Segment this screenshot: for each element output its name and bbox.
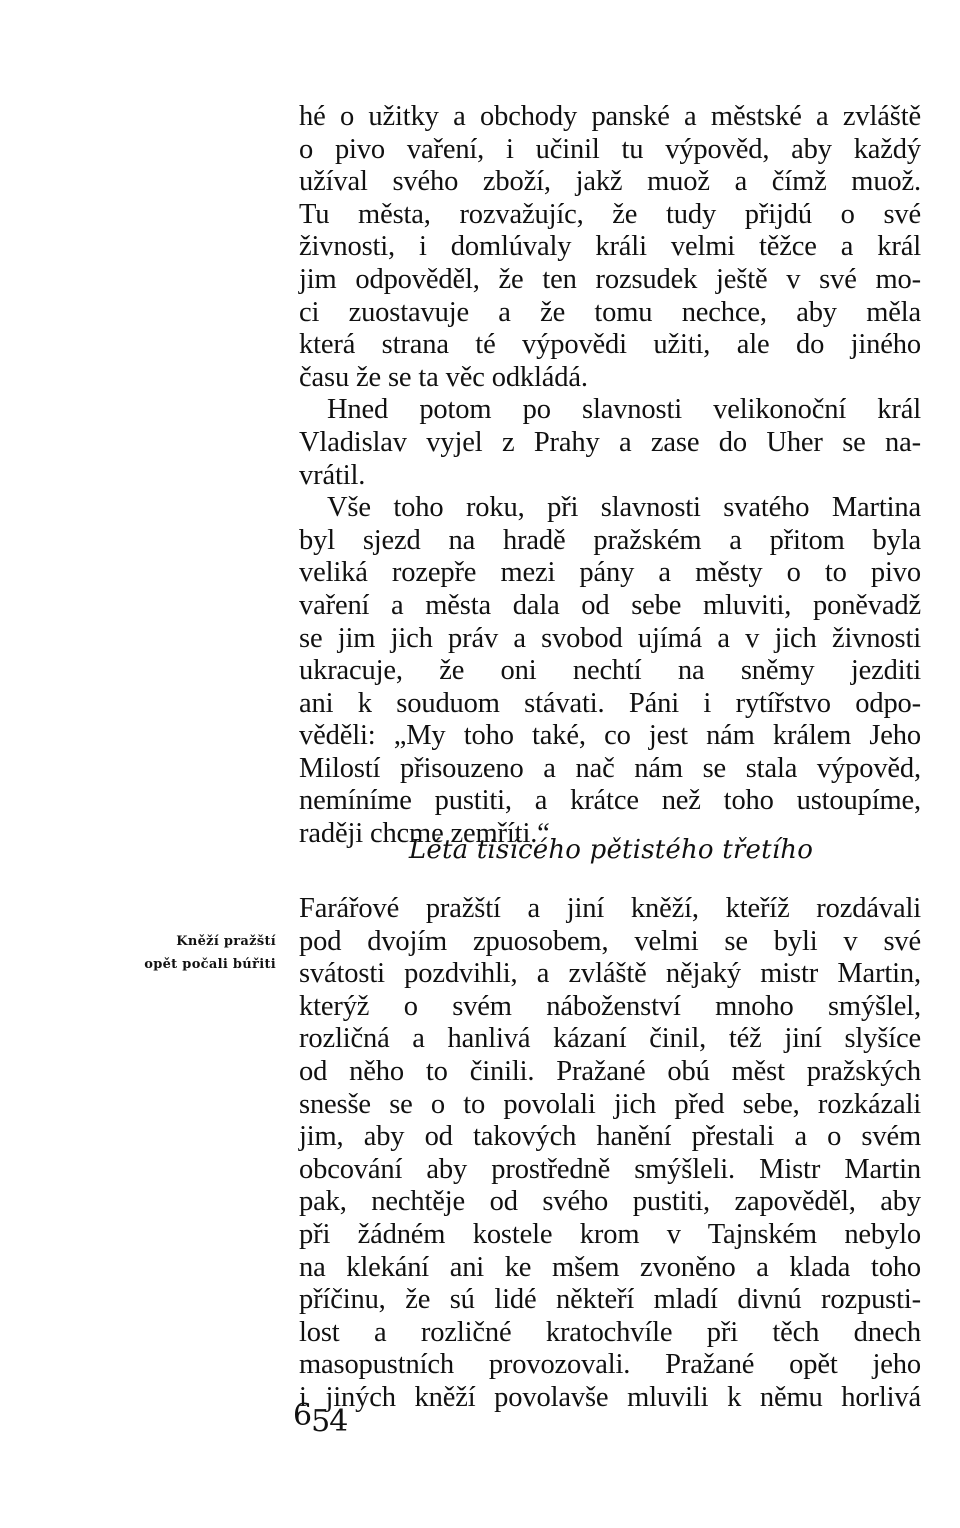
- text-line: vrátil.: [299, 459, 366, 491]
- text-line: vaření a města dala od sebe mluviti, poněvadž: [299, 589, 921, 621]
- text-line: jim odpověděl, že ten rozsudek ještě v své mo-: [299, 263, 921, 295]
- text-line: na klekání ani ke mšem zvoněno a klada toho: [299, 1251, 921, 1283]
- text-line: pod dvojím zpuosobem, velmi se byli v své: [299, 925, 921, 957]
- text-line: svátosti pozdvihli, a zvláště nějaký mistr Martin,: [299, 958, 921, 990]
- text-line: masopustních provozovali. Pražané opět jeho: [299, 1349, 921, 1381]
- text-line: pak, nechtěje od svého pustiti, zapověděl, aby: [299, 1186, 921, 1218]
- text-line: obcování aby prostředně smýšleli. Mistr Martin: [299, 1153, 921, 1185]
- text-line: při žádném kostele krom v Tajnském nebylo: [299, 1218, 921, 1250]
- text-line: byl sjezd na hradě pražském a přitom byla: [299, 524, 921, 556]
- marginal-note-line: opět počali búřiti: [144, 957, 276, 972]
- text-line: Vladislav vyjel z Prahy a zase do Uher se na-: [299, 426, 921, 458]
- text-line: o pivo vaření, i učinil tu výpověd, aby každý: [299, 133, 921, 165]
- text-line: rozličná a hanlivá kázaní činil, též jiní slyšíce: [299, 1023, 921, 1055]
- text-line: hé o užitky a obchody panské a městské a zvláště: [299, 101, 921, 132]
- chapter-heading: Léta tisícého pětistého třetího: [408, 835, 814, 865]
- text-block-upper: [299, 101, 921, 851]
- page-number-digit: 6: [293, 1398, 312, 1433]
- text-line: příčinu, že sú lidé někteří mladí divnú rozpusti-: [299, 1284, 921, 1316]
- page-number-digit: 5: [311, 1404, 330, 1439]
- text-line: Tu města, rozvažujíc, že tudy přijdú o své: [299, 198, 921, 230]
- marginal-note-line: Kněží pražští: [176, 934, 276, 949]
- text-line: i jiných kněží povolavše mluvili k němu horlivá: [299, 1381, 921, 1413]
- marginal-note: [144, 930, 276, 976]
- paragraph-start-line: Hned potom po slavnosti velikonoční král: [327, 394, 921, 426]
- page-number-digit: 4: [329, 1404, 348, 1439]
- text-line: Milostí přisouzeno a nač nám se stala výpověd,: [299, 752, 921, 784]
- text-line: která strana té výpovědi užiti, ale do jiného: [299, 329, 921, 361]
- text-line: Farářové pražští a jiní kněží, kteříž rozdávali: [299, 893, 921, 924]
- text-line: od něho to činili. Pražané obú měst pražských: [299, 1055, 921, 1087]
- paragraph-start-line: Vše toho roku, při slavnosti svatého Martina: [327, 492, 921, 524]
- text-line: ukracuje, že oni nechtí na sněmy jezditi: [299, 655, 921, 687]
- text-line: kterýž o svém náboženství mnoho smýšlel,: [299, 990, 921, 1022]
- page-number: [293, 1398, 348, 1439]
- text-line: ci zuostavuje a že tomu nechce, aby měla: [299, 296, 921, 328]
- text-line: snesše se o to povolali jich před sebe, rozkázali: [299, 1088, 921, 1120]
- text-line: věděli: „My toho také, co jest nám králem Jeho: [299, 720, 921, 752]
- text-line: veliká rozepře mezi pány a městy o to pivo: [299, 557, 921, 589]
- text-line: času že se ta věc odkládá.: [299, 361, 588, 393]
- text-line: ani k souduom stávati. Páni i rytířstvo odpo-: [299, 687, 921, 719]
- text-line: živnosti, i domlúvaly králi velmi těžce a král: [299, 231, 921, 263]
- text-line: jim, aby od takových hanění přestali a o svém: [299, 1121, 921, 1153]
- text-line: se jim jich práv a svobod ujímá a v jich živnosti: [299, 622, 921, 654]
- text-line: nemíníme pustiti, a krátce než toho ustoupíme,: [299, 785, 921, 817]
- text-line: lost a rozličné kratochvíle při těch dnech: [299, 1316, 921, 1348]
- text-line: raději chcme zemříti.“: [299, 818, 550, 850]
- text-line: užíval svého zboží, jakž muož a čímž muož.: [299, 166, 921, 198]
- text-block-lower: [299, 893, 921, 1415]
